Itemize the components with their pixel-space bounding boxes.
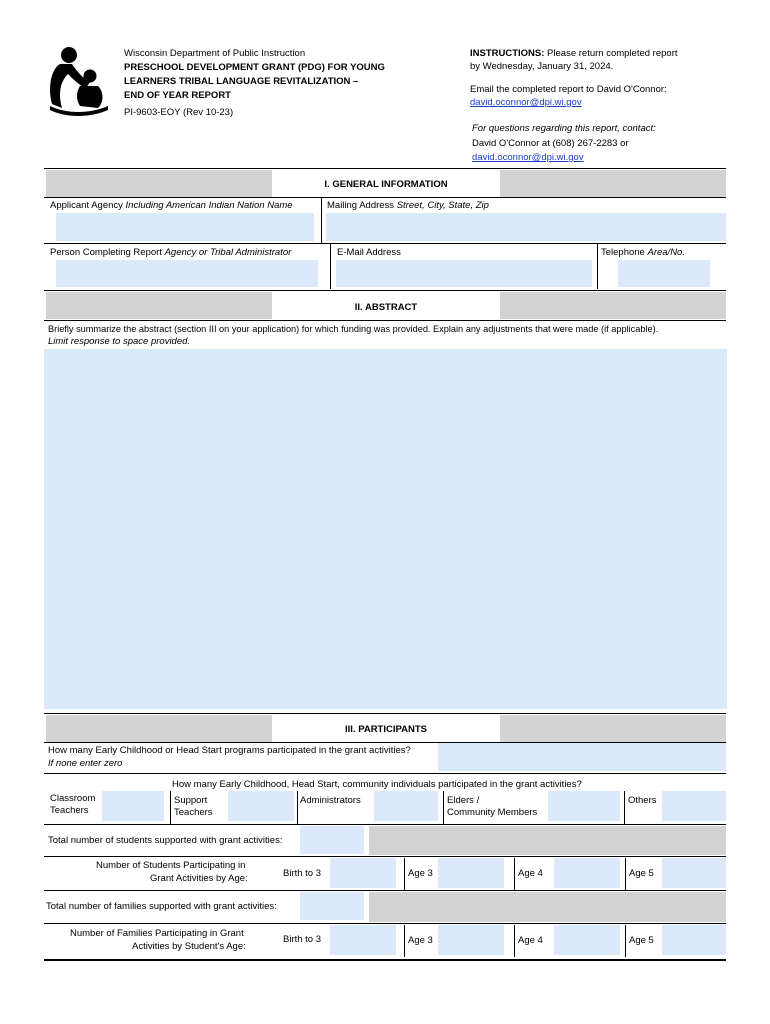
support-teachers-label-line-1: Support xyxy=(174,795,208,806)
elders-community-input[interactable] xyxy=(548,791,620,821)
section-2-title-rule xyxy=(44,320,726,321)
families-age-5-input[interactable] xyxy=(662,925,726,955)
families-age-4-label: Age 4 xyxy=(518,935,543,946)
families-age-5-label: Age 5 xyxy=(629,935,654,946)
others-divider xyxy=(624,791,625,824)
others-input[interactable] xyxy=(662,791,726,821)
abstract-prompt: Briefly summarize the abstract (section III on your application) for which funding was provided. Explain any adjustments that were made (if applicable). xyxy=(48,324,659,334)
applicant-agency-label-hint: Including American Indian Nation Name xyxy=(125,200,293,211)
students-age-3-label: Age 3 xyxy=(408,868,433,879)
applicant-agency-label-text: Applicant Agency xyxy=(50,200,126,211)
families-by-age-label-2: Activities by Student's Age: xyxy=(132,941,246,952)
programs-row-rule xyxy=(44,773,726,774)
families-age-4-divider xyxy=(514,925,515,957)
questions-text: For questions regarding this report, contact: xyxy=(472,123,656,134)
report-title-line-3: END OF YEAR REPORT xyxy=(124,90,231,101)
mailing-address-label-text: Mailing Address xyxy=(327,200,397,211)
section-1-title: I. GENERAL INFORMATION xyxy=(324,179,448,190)
section-1-title-rule xyxy=(44,197,726,198)
students-by-age-label-2: Grant Activities by Age: xyxy=(150,873,248,884)
telephone-input[interactable] xyxy=(618,260,710,287)
students-age-3-divider xyxy=(404,858,405,890)
section-3-header-shade-right xyxy=(500,715,726,742)
section-2-header-shade-left xyxy=(46,292,272,319)
form-bottom-rule xyxy=(44,959,726,961)
mailing-address-label xyxy=(327,200,489,212)
total-students-row-rule xyxy=(44,856,726,857)
families-age-3-divider xyxy=(404,925,405,957)
administrators-label: Administrators xyxy=(300,795,361,806)
instructions-text: Please return completed report xyxy=(544,48,678,59)
report-title-line-2: LEARNERS TRIBAL LANGUAGE REVITALIZATION – xyxy=(124,76,359,87)
families-by-age-label-1: Number of Families Participating in Grant xyxy=(70,928,244,939)
elders-divider xyxy=(443,791,444,824)
classroom-teachers-label-line-2: Teachers xyxy=(50,805,89,816)
applicant-agency-label xyxy=(50,200,293,212)
total-students-shade xyxy=(369,826,726,855)
elders-community-label-line-1: Elders / xyxy=(447,795,480,806)
families-age-3-input[interactable] xyxy=(438,925,504,955)
total-students-label: Total number of students supported with grant activities: xyxy=(48,835,283,846)
families-age-5-divider xyxy=(625,925,626,957)
section-1-row-2-divider-b xyxy=(597,243,598,289)
programs-count-input[interactable] xyxy=(438,743,726,771)
total-families-shade xyxy=(369,892,726,922)
instructions-line-1 xyxy=(470,48,678,60)
section-2-header-shade-right xyxy=(500,292,726,319)
contact-text: David O'Connor at (608) 267-2283 or xyxy=(472,138,629,149)
person-completing-input[interactable] xyxy=(56,260,318,287)
email-address-input[interactable] xyxy=(336,260,592,287)
others-label: Others xyxy=(628,795,657,806)
telephone-label xyxy=(601,247,685,259)
section-1-top-rule xyxy=(44,168,726,169)
students-age-3-input[interactable] xyxy=(438,858,504,888)
abstract-textarea[interactable] xyxy=(44,349,727,709)
applicant-agency-input[interactable] xyxy=(56,213,314,241)
administrators-input[interactable] xyxy=(374,791,438,821)
total-families-input[interactable] xyxy=(300,892,364,920)
section-2-title: II. ABSTRACT xyxy=(354,302,418,313)
classroom-teachers-label-line-1: Classroom xyxy=(50,793,96,804)
programs-question: How many Early Childhood or Head Start programs participated in the grant activities? xyxy=(48,745,411,756)
students-age-row-rule xyxy=(44,890,726,891)
section-3-title: III. PARTICIPANTS xyxy=(345,724,427,735)
telephone-label-text: Telephone xyxy=(601,247,648,258)
total-students-input[interactable] xyxy=(300,826,364,854)
section-1-row-rule xyxy=(44,243,726,244)
person-completing-label xyxy=(50,247,291,259)
support-teachers-divider xyxy=(170,791,171,824)
email-address-label: E-Mail Address xyxy=(337,247,401,258)
abstract-limit-note: Limit response to space provided. xyxy=(48,336,191,347)
section-3-header-shade-left xyxy=(46,715,272,742)
students-age-4-divider xyxy=(514,858,515,890)
students-age-5-label: Age 5 xyxy=(629,868,654,879)
agency-name: Wisconsin Department of Public Instruction xyxy=(124,48,306,59)
elders-community-label-line-2: Community Members xyxy=(447,807,538,818)
person-completing-label-hint: Agency or Tribal Administrator xyxy=(164,247,292,258)
students-age-5-divider xyxy=(625,858,626,890)
email-link[interactable]: david.oconnor@dpi.wi.gov xyxy=(470,97,582,108)
section-3-top-rule xyxy=(44,713,726,714)
form-number: PI-9603-EOY (Rev 10-23) xyxy=(124,107,234,118)
section-1-row-2-divider-a xyxy=(330,243,331,289)
instructions-label: INSTRUCTIONS: xyxy=(470,48,545,59)
students-birth-to-3-label: Birth to 3 xyxy=(283,868,322,879)
families-age-3-label: Age 3 xyxy=(408,935,433,946)
instructions-line-2: by Wednesday, January 31, 2024. xyxy=(470,61,614,72)
section-1-row-1-divider xyxy=(321,197,322,243)
administrators-divider xyxy=(297,791,298,824)
support-teachers-label-line-2: Teachers xyxy=(174,807,213,818)
support-teachers-input[interactable] xyxy=(228,791,294,821)
mailing-address-label-hint: Street, City, State, Zip xyxy=(396,200,489,211)
families-birth-to-3-input[interactable] xyxy=(330,925,396,955)
section-1-header-shade-right xyxy=(500,170,726,197)
report-title-line-1: PRESCHOOL DEVELOPMENT GRANT (PDG) FOR YOUNG xyxy=(124,62,385,73)
students-age-4-label: Age 4 xyxy=(518,868,543,879)
families-birth-to-3-label: Birth to 3 xyxy=(283,934,322,945)
mailing-address-input[interactable] xyxy=(326,213,726,241)
individuals-row-rule xyxy=(44,824,726,825)
email-instructions: Email the completed report to David O'Connor: xyxy=(470,84,667,95)
students-birth-to-3-input[interactable] xyxy=(330,858,396,888)
person-completing-label-text: Person Completing Report xyxy=(50,247,165,258)
families-age-4-input[interactable] xyxy=(554,925,620,955)
students-age-4-input[interactable] xyxy=(554,858,620,888)
total-families-label: Total number of families supported with grant activities: xyxy=(46,901,277,912)
dpi-logo xyxy=(46,46,110,116)
students-age-5-input[interactable] xyxy=(662,858,726,888)
section-1-header-shade-left xyxy=(46,170,272,197)
programs-note: If none enter zero xyxy=(48,758,123,769)
telephone-label-hint: Area/No. xyxy=(647,247,685,258)
students-by-age-label-1: Number of Students Participating in xyxy=(96,860,246,871)
section-2-top-rule xyxy=(44,290,726,291)
support-teachers-label xyxy=(174,795,213,819)
classroom-teachers-label xyxy=(50,793,95,817)
classroom-teachers-input[interactable] xyxy=(102,791,164,821)
contact-email-link[interactable]: david.oconnor@dpi.wi.gov xyxy=(472,152,584,163)
elders-community-label xyxy=(447,795,537,819)
individuals-question: How many Early Childhood, Head Start, community individuals participated in the grant activities? xyxy=(172,779,582,790)
total-families-row-rule xyxy=(44,923,726,924)
